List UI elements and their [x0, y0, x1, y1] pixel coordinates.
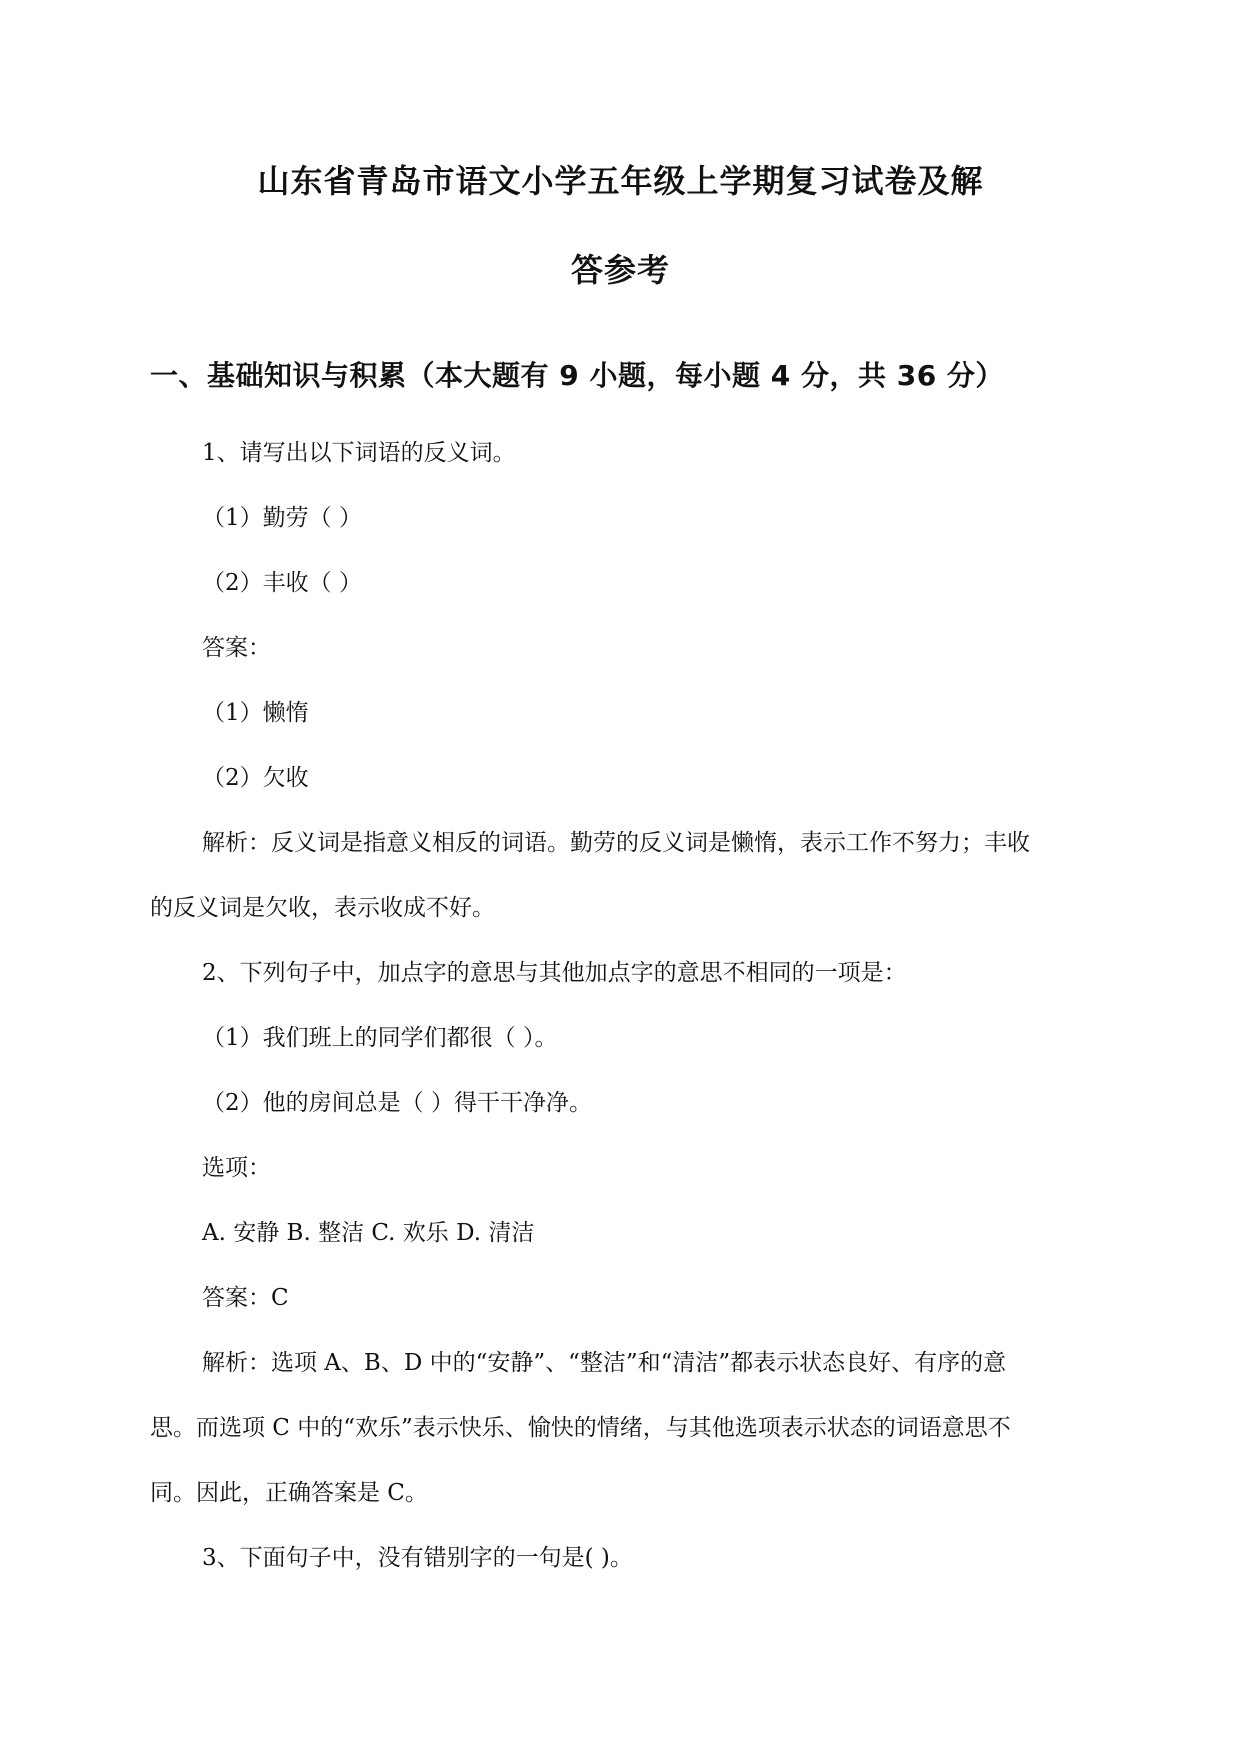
question-2-options-label: 选项： [202, 1155, 271, 1181]
section-heading: 一、基础知识与积累（本大题有 9 小题，每小题 4 分，共 36 分） [150, 359, 1004, 392]
question-1-analysis-line-2: 的反义词是欠收，表示收成不好。 [150, 895, 495, 921]
document-title-line-2: 答参考 [570, 251, 670, 289]
question-3-prompt: 3、下面句子中，没有错别字的一句是( )。 [202, 1545, 633, 1571]
question-1-answer-1: （1）懒惰 [202, 700, 309, 726]
question-1-prompt: 1、请写出以下词语的反义词。 [202, 440, 516, 466]
question-2-analysis-line-1: 解析：选项 A、B、D 中的“安静”、“整洁”和“清洁”都表示状态良好、有序的意 [202, 1350, 1007, 1376]
question-2-analysis-line-2: 思。而选项 C 中的“欢乐”表示快乐、愉快的情绪，与其他选项表示状态的词语意思不 [150, 1415, 1011, 1441]
question-2-analysis-line-3: 同。因此，正确答案是 C。 [150, 1480, 428, 1506]
document-title-line-1: 山东省青岛市语文小学五年级上学期复习试卷及解 [257, 162, 984, 200]
question-2-item-2: （2）他的房间总是（ ）得干干净净。 [202, 1090, 592, 1116]
question-1-item-2: （2）丰收（ ） [202, 570, 362, 596]
question-1-answer-2: （2）欠收 [202, 765, 309, 791]
question-2-answer: 答案：C [202, 1285, 289, 1311]
question-2-options: A. 安静 B. 整洁 C. 欢乐 D. 清洁 [202, 1220, 535, 1246]
question-1-answer-label: 答案： [202, 635, 271, 661]
question-2-item-1: （1）我们班上的同学们都很（ ）。 [202, 1025, 558, 1051]
question-1-item-1: （1）勤劳（ ） [202, 505, 362, 531]
question-1-analysis-line-1: 解析：反义词是指意义相反的词语。勤劳的反义词是懒惰，表示工作不努力；丰收 [202, 830, 1030, 856]
question-2-prompt: 2、下列句子中，加点字的意思与其他加点字的意思不相同的一项是： [202, 960, 907, 986]
